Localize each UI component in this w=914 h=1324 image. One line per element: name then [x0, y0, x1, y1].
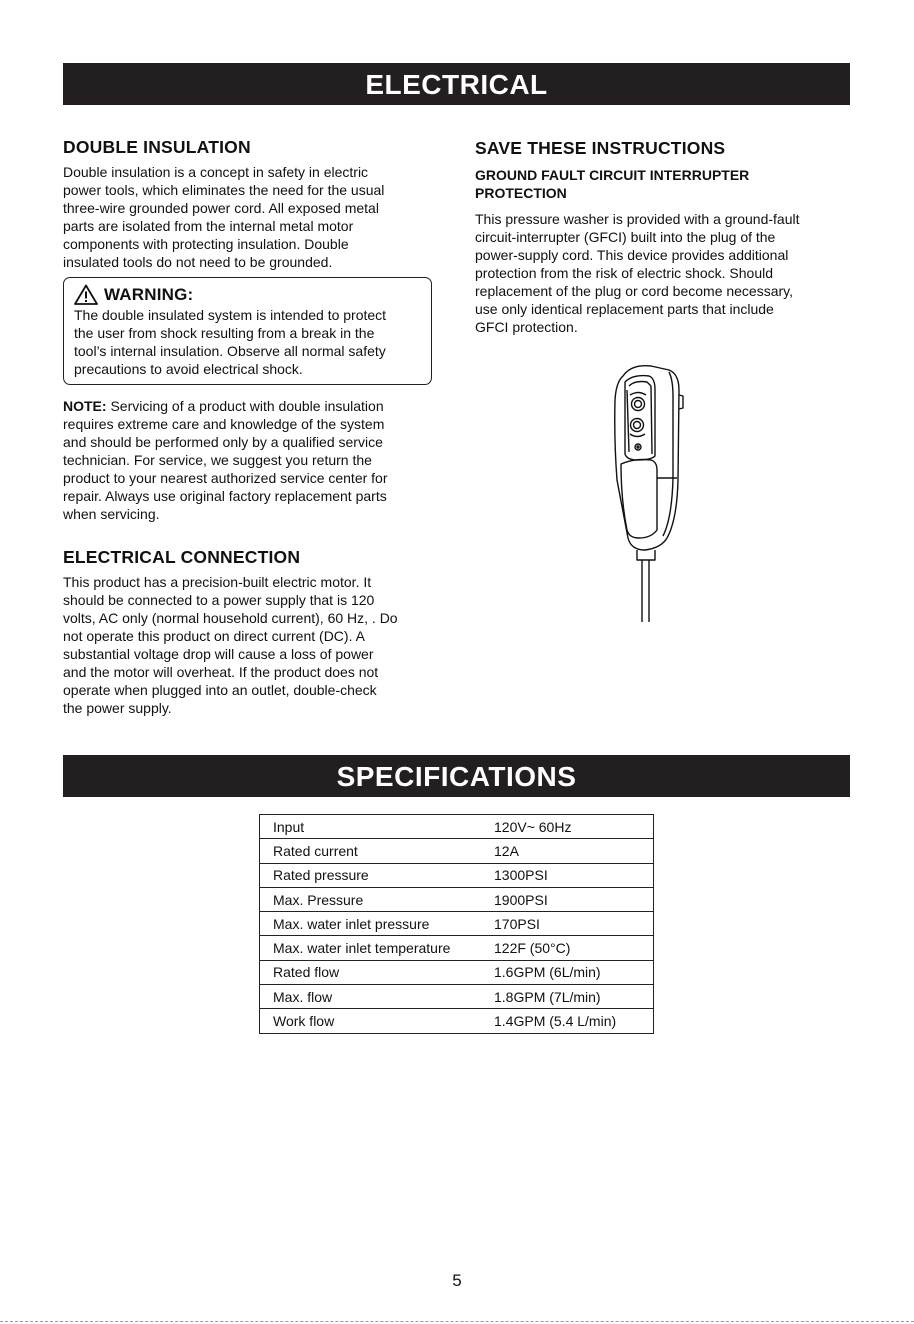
spec-row: [260, 936, 654, 960]
warning-triangle-icon: [74, 284, 98, 305]
text-line: three-wire grounded power cord. All exposed metal: [63, 200, 379, 216]
text-line: not operate this product on direct current (DC). A: [63, 628, 365, 644]
text-line: protection from the risk of electric shock. Should: [475, 265, 774, 281]
double-insulation-heading: DOUBLE INSULATION: [63, 137, 251, 157]
spec-label: Max. water inlet temperature: [260, 936, 495, 960]
text-line: operate when plugged into an outlet, double-check: [63, 682, 377, 698]
spec-row: [260, 863, 654, 887]
electrical-connection-section: [63, 547, 443, 717]
text-line: product to your nearest authorized service center for: [63, 470, 388, 486]
text-line: GFCI protection.: [475, 319, 578, 335]
text-line: circuit-interrupter (GFCI) built into the plug of the: [475, 229, 776, 245]
spec-label: Rated current: [260, 839, 495, 863]
note-section: [63, 397, 443, 523]
note-label: NOTE:: [63, 398, 107, 414]
note-first-line: [63, 397, 443, 415]
spec-row: [260, 912, 654, 936]
page-bottom-rule: [0, 1321, 914, 1322]
text-line: power-supply cord. This device provides additional: [475, 247, 789, 263]
spec-value: 1.8GPM (7L/min): [494, 985, 654, 1009]
text-line: when servicing.: [63, 506, 160, 522]
save-instructions-heading: SAVE THESE INSTRUCTIONS: [475, 138, 726, 158]
specifications-banner: SPECIFICATIONS: [63, 755, 850, 797]
spec-value: 170PSI: [494, 912, 654, 936]
text-line: the power supply.: [63, 700, 172, 716]
electrical-connection-heading: ELECTRICAL CONNECTION: [63, 547, 301, 567]
electrical-connection-body: [63, 573, 443, 717]
double-insulation-body: [63, 163, 443, 271]
spec-label: Work flow: [260, 1009, 495, 1033]
spec-value: 1.6GPM (6L/min): [494, 960, 654, 984]
text-line: parts are isolated from the internal metal motor: [63, 218, 354, 234]
gfci-plug-illustration: [605, 360, 685, 625]
warning-box: [63, 277, 432, 385]
warning-title-row: [74, 284, 421, 305]
spec-row: [260, 1009, 654, 1033]
spec-value: 1.4GPM (5.4 L/min): [494, 1009, 654, 1033]
text-line: repair. Always use original factory replacement parts: [63, 488, 387, 504]
warning-line: the user from shock resulting from a break in the: [74, 325, 375, 341]
specifications-table: [259, 814, 654, 1034]
warning-line: tool’s internal insulation. Observe all normal safety: [74, 343, 386, 359]
text-line: components with protecting insulation. Double: [63, 236, 349, 252]
text-line: substantial voltage drop will cause a loss of power: [63, 646, 374, 662]
warning-line: The double insulated system is intended to protect: [74, 307, 387, 323]
text-line: and should be performed only by a qualified service: [63, 434, 383, 450]
warning-line: precautions to avoid electrical shock.: [74, 361, 303, 377]
text-line: replacement of the plug or cord become necessary,: [475, 283, 794, 299]
text-line: volts, AC only (normal household current), 60 Hz, . Do: [63, 610, 398, 626]
text-line: and the motor will overheat. If the product does not: [63, 664, 379, 680]
subheading-line: GROUND FAULT CIRCUIT INTERRUPTER: [475, 167, 750, 183]
spec-row: [260, 887, 654, 911]
gfci-body: [475, 210, 855, 336]
page-number: 5: [452, 1271, 462, 1290]
text-line: This pressure washer is provided with a ground-fault: [475, 211, 800, 227]
spec-value: 12A: [494, 839, 654, 863]
spec-label: Rated flow: [260, 960, 495, 984]
warning-title: WARNING:: [104, 284, 194, 304]
text-line: Double insulation is a concept in safety in electric: [63, 164, 369, 180]
gfci-subheading: [475, 166, 855, 202]
electrical-banner: ELECTRICAL: [63, 63, 850, 105]
double-insulation-section: [63, 137, 443, 271]
spec-row: [260, 839, 654, 863]
spec-label: Input: [260, 815, 495, 839]
spec-label: Max. water inlet pressure: [260, 912, 495, 936]
spec-row: [260, 985, 654, 1009]
text-line: requires extreme care and knowledge of the system: [63, 416, 385, 432]
text-line: insulated tools do not need to be grounded.: [63, 254, 333, 270]
text-line: use only identical replacement parts that include: [475, 301, 774, 317]
spec-value: 120V~ 60Hz: [494, 815, 654, 839]
text-line: technician. For service, we suggest you return the: [63, 452, 372, 468]
spec-row: [260, 815, 654, 839]
note-first-line-text: Servicing of a product with double insulation: [106, 398, 384, 414]
spec-value: 122F (50°C): [494, 936, 654, 960]
spec-value: 1300PSI: [494, 863, 654, 887]
spec-label: Max. Pressure: [260, 887, 495, 911]
spec-value: 1900PSI: [494, 887, 654, 911]
text-line: power tools, which eliminates the need for the usual: [63, 182, 385, 198]
specifications-table-body: [260, 815, 654, 1034]
spec-label: Max. flow: [260, 985, 495, 1009]
subheading-line: PROTECTION: [475, 185, 567, 201]
text-line: This product has a precision-built electric motor. It: [63, 574, 372, 590]
text-line: should be connected to a power supply that is 120: [63, 592, 375, 608]
spec-label: Rated pressure: [260, 863, 495, 887]
spec-row: [260, 960, 654, 984]
save-instructions-section: [475, 138, 855, 336]
